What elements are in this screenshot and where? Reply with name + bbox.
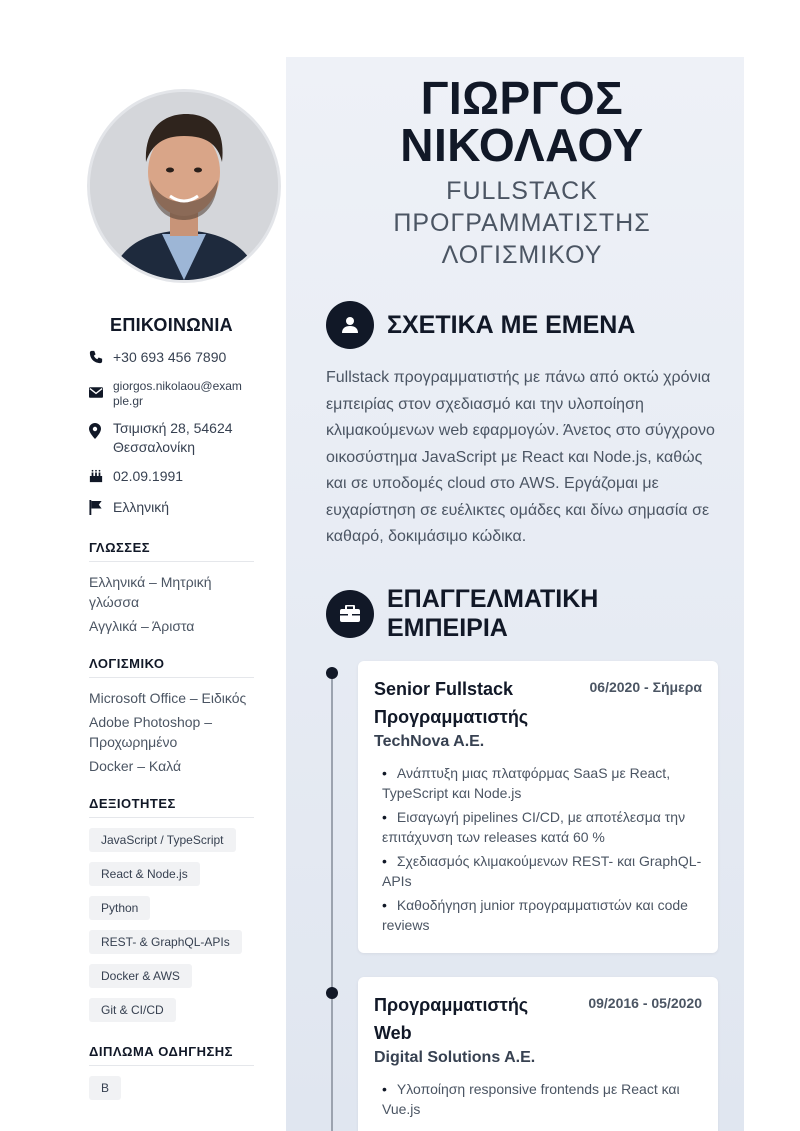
job-role: FULLSTACK ΠΡΟΓΡΑΜΜΑΤΙΣΤΗΣ ΛΟΓΙΣΜΙΚΟΥ <box>393 177 651 269</box>
job-date: 09/2016 - 05/2020 <box>588 994 702 1011</box>
skills-heading: ΔΕΞΙΟΤΗΤΕΣ <box>89 796 254 818</box>
address-line-2: Θεσσαλονίκη <box>113 439 195 455</box>
nationality: Ελληνική <box>113 499 170 515</box>
software-item: Docker – Καλά <box>89 758 182 774</box>
contact-phone <box>89 348 254 369</box>
experience-timeline <box>326 661 718 1131</box>
about-heading: ΣΧΕΤΙΚΑ ΜΕ ΕΜΕΝΑ <box>387 310 636 339</box>
job-company: Digital Solutions A.E. <box>374 1048 536 1066</box>
briefcase-icon <box>326 590 374 638</box>
name-line-1: ΓΙΩΡΓΟΣ <box>420 72 624 124</box>
license-tag: B <box>89 1076 121 1100</box>
name-line-2: ΝΙΚΟΛΑΟΥ <box>400 119 644 171</box>
job-bullet: • Σχεδιασμός κλιμακούμενων REST- και GraphQL-APIs <box>382 851 702 891</box>
contact-heading: ΕΠΙΚΟΙΝΩΝΙΑ <box>110 315 233 335</box>
languages-list <box>89 572 254 636</box>
license-heading: ΔΙΠΛΩΜΑ ΟΔΗΓΗΣΗΣ <box>89 1044 254 1066</box>
resume-page <box>57 57 744 1131</box>
skill-tag: Docker & AWS <box>89 964 192 988</box>
languages-heading: ΓΛΩΣΣΕΣ <box>89 540 254 562</box>
language-item: Ελληνικά – Μητρική γλώσσα <box>89 574 212 610</box>
contact-address <box>89 419 254 457</box>
profile-photo <box>87 89 281 283</box>
experience-heading: ΕΠΑΓΓΕΛΜΑΤΙΚΗ ΕΜΠΕΙΡΙΑ <box>387 584 599 642</box>
skill-tag: REST- & GraphQL-APIs <box>89 930 242 954</box>
software-item: Adobe Photoshop – Προχωρημένο <box>89 714 212 750</box>
contact-birthdate <box>89 467 254 488</box>
job-card <box>358 661 718 953</box>
job-bullet: • Εισαγωγή pipelines CI/CD, με αποτέλεσμα την επιτάχυνση των releases κατά 60 % <box>382 807 702 847</box>
contact-nationality <box>89 498 254 520</box>
about-section-header <box>326 301 718 349</box>
envelope-icon <box>89 379 113 403</box>
birthday-cake-icon <box>89 467 113 488</box>
address-line-1: Τσιμισκή 28, 54624 <box>113 420 233 436</box>
timeline-dot <box>326 987 338 999</box>
job-card <box>358 977 718 1131</box>
license-list <box>89 1076 254 1110</box>
email-line-2: ple.gr <box>113 394 144 408</box>
skill-tag: JavaScript / TypeScript <box>89 828 236 852</box>
email-address <box>113 379 242 409</box>
job-date: 06/2020 - Σήμερα <box>589 678 702 695</box>
email-line-1: giorgos.nikolaou@exam <box>113 379 242 393</box>
phone-number: +30 693 456 7890 <box>113 349 227 365</box>
language-item: Αγγλικά – Άριστα <box>89 618 195 634</box>
job-title: Senior Fullstack Προγραμματιστής <box>374 678 529 727</box>
main-content <box>286 57 744 1131</box>
software-item: Microsoft Office – Ειδικός <box>89 690 247 706</box>
job-bullet: • Ανάπτυξη μιας πλατφόρμας SaaS με React, TypeScript και Node.js <box>382 763 702 803</box>
job-company: TechNova A.E. <box>374 732 485 750</box>
job-card-header <box>374 675 702 731</box>
map-pin-icon <box>89 419 113 444</box>
job-title: Προγραμματιστής Web <box>374 994 529 1043</box>
flag-icon <box>89 498 113 520</box>
sidebar <box>57 57 286 1131</box>
skills-list <box>89 828 254 1032</box>
person-name <box>326 72 718 171</box>
skill-tag: Python <box>89 896 150 920</box>
software-heading: ΛΟΓΙΣΜΙΚΟ <box>89 656 254 678</box>
address <box>113 419 233 457</box>
skill-tag: React & Node.js <box>89 862 200 886</box>
skill-tag: Git & CI/CD <box>89 998 176 1022</box>
experience-section-header <box>326 585 718 643</box>
user-icon <box>326 301 374 349</box>
contact-email <box>89 379 254 409</box>
birthdate: 02.09.1991 <box>113 468 184 484</box>
job-bullets <box>374 1079 702 1119</box>
job-bullet: • Υλοποίηση responsive frontends με React και Vue.js <box>382 1079 702 1119</box>
software-list <box>89 688 254 776</box>
timeline-line <box>331 673 333 1131</box>
timeline-dot <box>326 667 338 679</box>
job-bullet: • Καθοδήγηση junior προγραμματιστών και code reviews <box>382 895 702 935</box>
job-card-header <box>374 991 702 1047</box>
about-text: Fullstack προγραμματιστής με πάνω από οκτώ χρόνια εμπειρίας στον σχεδιασμό και την υλοποίηση κλιμακούμενων web εφαρμογών. Άνετος στο σύγχρονο οικοσύστημα JavaScript με React και Node.js, καθώς και σε υποδομές cloud στο AWS. Εργάζομαι με ευχαρίστηση σε ευέλικτες ομάδες και δίνω σημασία σε καθαρό, δοκιμάσιμο κώδικα. <box>326 369 715 545</box>
job-bullets <box>374 763 702 935</box>
phone-icon <box>89 348 113 369</box>
